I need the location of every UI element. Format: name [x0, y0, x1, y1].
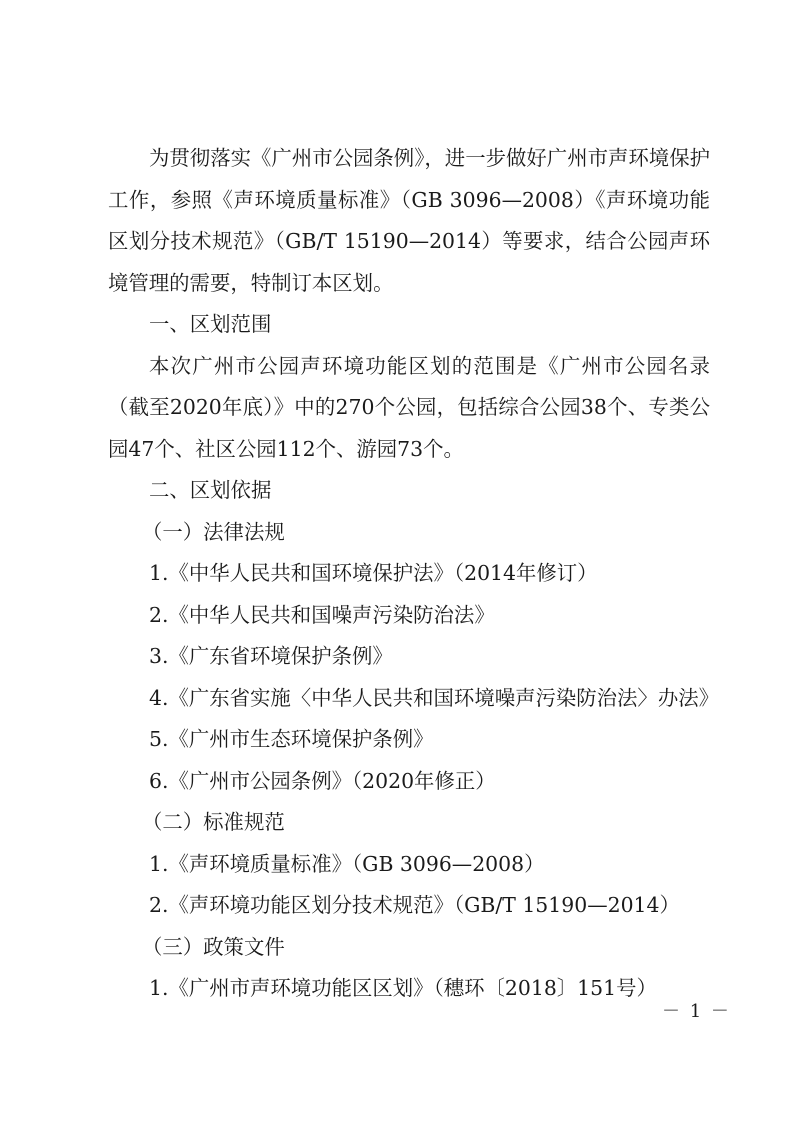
- document-body: [108, 138, 719, 1010]
- list-item: 4.《广东省实施〈中华人民共和国环境噪声污染防治法〉办法》: [149, 685, 719, 710]
- section-heading-scope: 一、区划范围: [149, 312, 272, 336]
- list-item: 2.《声环境功能区划分技术规范》（GB/T 15190—2014）: [149, 893, 680, 917]
- list-item: 6.《广州市公园条例》（2020年修正）: [149, 768, 496, 793]
- subsection-heading-standards: （二）标准规范: [142, 810, 285, 834]
- section-heading-basis: 二、区划依据: [149, 478, 272, 502]
- page-number: － 1 －: [662, 1001, 731, 1022]
- scope-paragraph: 本次广州市公园声环境功能区划的范围是《广州市公园名录（截至2020年底）》中的270个公园，包括综合公园38个、专类公园47个、社区公园112个、游园73个。: [108, 353, 710, 461]
- list-item: 3.《广东省环境保护条例》: [149, 644, 393, 668]
- list-item: 1.《声环境质量标准》（GB 3096—2008）: [149, 851, 545, 876]
- list-item: 1.《广州市声环境功能区区划》（穗环〔2018〕151号）: [149, 976, 657, 1000]
- subsection-heading-policy: （三）政策文件: [142, 934, 285, 959]
- subsection-heading-laws: （一）法律法规: [142, 519, 285, 544]
- intro-paragraph: 为贯彻落实《广州市公园条例》，进一步做好广州市声环境保护工作，参照《声环境质量标准》（GB 3096—2008）《声环境功能区划分技术规范》（GB/T 15190—2014）等要求，结合公园声环境管理的需要，特制订本区划。: [108, 146, 710, 295]
- list-item: 5.《广州市生态环境保护条例》: [149, 727, 434, 751]
- list-item: 2.《中华人民共和国噪声污染防治法》: [149, 602, 495, 627]
- list-item: 1.《中华人民共和国环境保护法》（2014年修订）: [149, 561, 598, 585]
